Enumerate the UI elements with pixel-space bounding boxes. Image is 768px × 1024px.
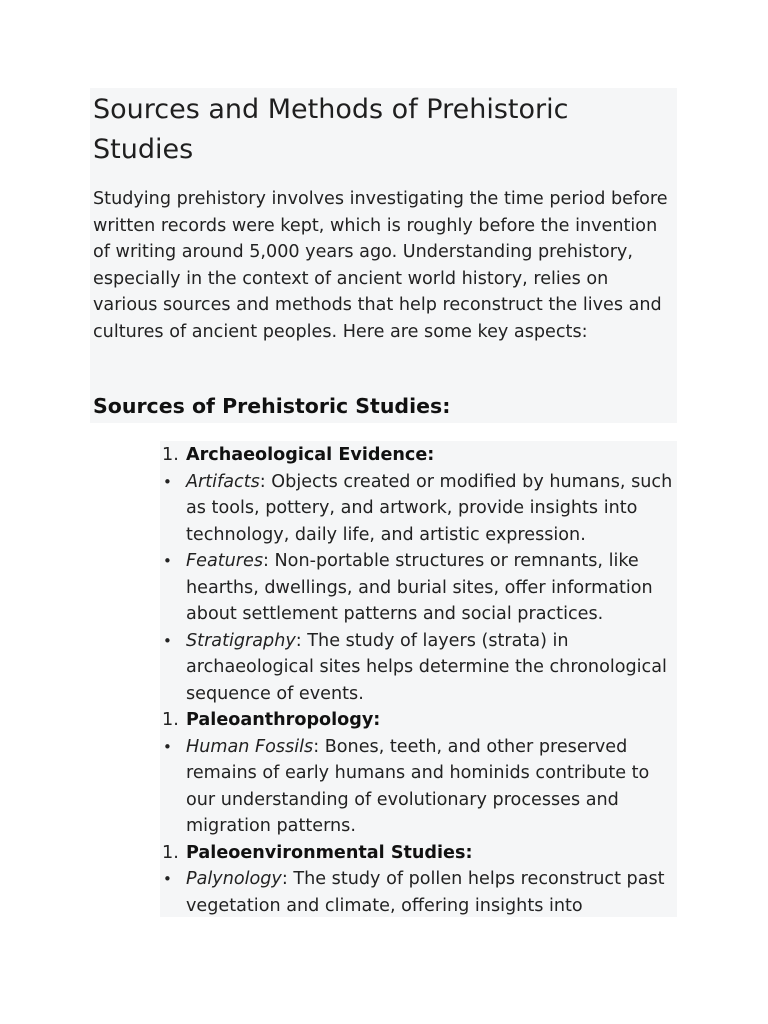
list-term: Artifacts [186,471,260,492]
intro-block [90,88,677,423]
list-term: Human Fossils [186,736,314,757]
list-description: : Non-portable structures or remnants, like hearths, dwellings, and burial sites, offer information about settlement patterns and social practices. [186,551,653,624]
list-bullet-item [160,469,677,549]
bullet-marker: • [163,472,172,491]
list-description: : The study of layers (strata) in archaeological sites helps determine the chronological sequence of events. [186,630,667,704]
intro-paragraph: Studying prehistory involves investigating the time period before written records were kept, which is roughly before the invention of writing around 5,000 years ago. Understanding prehistory, especially in the context of ancient world history, relies on various sources and methods that help reconstruct the lives and cultures of ancient peoples. Here are some key aspects: [93,189,668,342]
bullet-marker: • [163,870,172,888]
list-term: Stratigraphy [186,630,296,651]
page-title: Sources and Methods of Prehistoric Studies [93,94,569,165]
list-heading-text: Archaeological Evidence: [186,445,435,465]
list-heading-text: Paleoenvironmental Studies: [186,842,473,863]
bullet-marker: • [163,552,172,570]
list-description: : Bones, teeth, and other preserved remains of early humans and hominids contribute to our understanding of evolutionary processes and migration patterns. [186,736,650,836]
list-bullet-item [160,866,677,917]
list-term: Palynology [186,869,282,889]
list-bullet-item [160,628,677,708]
list-number: 1. [162,842,179,863]
list-heading-item [160,442,677,469]
list-heading-item [160,707,677,734]
list-number: 1. [162,445,179,465]
bullet-marker: • [163,631,172,650]
list-heading-text: Paleoanthropology: [186,710,381,730]
sources-list-block [160,441,677,917]
bullet-marker: • [163,737,172,756]
list-description: : Objects created or modified by humans, such as tools, pottery, and artwork, provide insights into technology, daily life, and artistic expression. [186,471,673,545]
list-description: : The study of pollen helps reconstruct past vegetation and climate, offering insights into [186,869,665,916]
section-heading: Sources of Prehistoric Studies: [93,394,451,418]
list-number: 1. [162,710,179,730]
list-bullet-item [160,734,677,840]
list-term: Features [186,551,263,571]
list-heading-item [160,840,677,867]
sources-list [160,442,677,917]
list-bullet-item [160,548,677,628]
